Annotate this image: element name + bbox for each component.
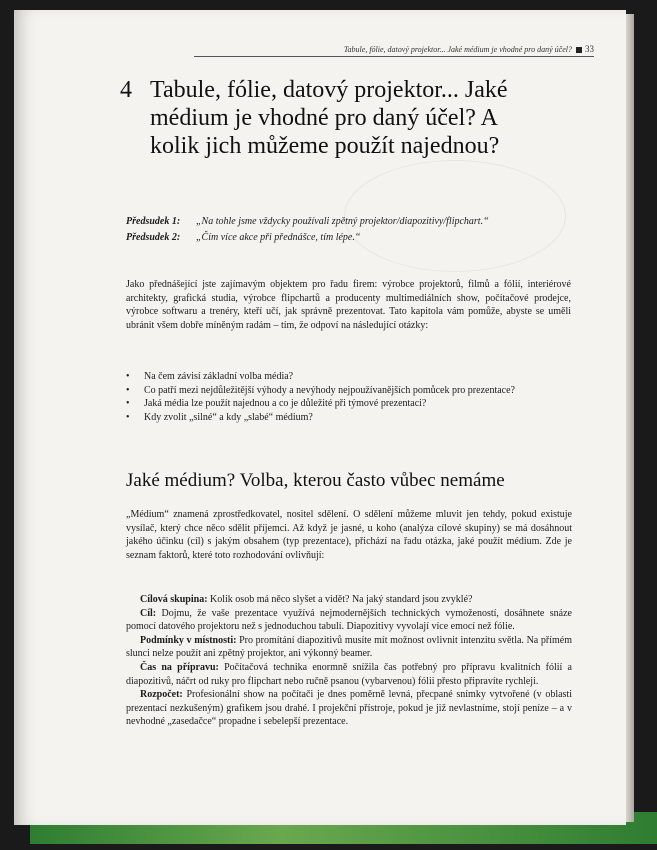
factor-label: Podmínky v místnosti:: [140, 634, 237, 646]
factor-label: Cílová skupina:: [140, 594, 208, 605]
page-edge: [626, 14, 634, 822]
factor-label: Čas na přípravu:: [140, 661, 219, 673]
factor-label: Cíl:: [140, 607, 157, 619]
square-icon: [576, 47, 582, 53]
chapter-heading: [120, 76, 550, 160]
factor-text: Pro promítání diapozitivů musíte mít možnost ovlivnit intenzitu světla. Na přímém slunci nelze použít ani zpětný projektor, ani výkonný beamer.: [126, 634, 572, 660]
factor-text: Kolik osob má něco slyšet a vidět? Na jaký standard jsou zvyklé?: [207, 594, 473, 605]
factor-text: Dojmu, že vaše prezentace využívá nejmodernějších technických vymožeností, dosáhnete snáze pomocí datového projektoru než s jednoduchou tabulí. Diapozitivy vyvolají více emocí než fólie.: [126, 607, 572, 633]
chapter-title: Tabule, fólie, datový projektor... Jaké médium je vhodné pro daný účel? A kolik jich můžeme použít najednou?: [150, 77, 508, 159]
book-page: [14, 10, 626, 825]
prejudice-2: [126, 232, 586, 243]
factor-list: [126, 593, 572, 729]
list-item: • Co patří mezi nejdůležitější výhody a nevýhody nejpoužívanějších pomůcek pro prezentace?: [126, 384, 566, 398]
factor-item: [126, 634, 572, 661]
list-item: • Na čem závisí základní volba média?: [126, 370, 566, 384]
section-paragraph: „Médium“ znamená zprostředkovatel, nositel sdělení. O sdělení můžeme mluvit jen tehdy, pokud existuje vysílač, který chce něco sdělit příjemci. Až když je jasné, u koho (analýza cílové skupiny) se má dosáhnout jakého účinku (cíl) s jakým obsahem (typ prezentace), přichází na řadu otázka, jaké použít médium. Zde je seznam faktorů, které toto rozhodování ovlivňují:: [126, 509, 572, 561]
prejudice-text: „Na tohle jsme vždycky používali zpětný projektor/diapozitivy/flipchart.“: [196, 216, 489, 227]
factor-label: Rozpočet:: [140, 689, 183, 701]
running-head: [194, 44, 594, 57]
chapter-number: 4: [120, 77, 132, 103]
factor-item: [126, 607, 572, 634]
section-heading: Jaké médium? Volba, kterou často vůbec nemáme: [126, 470, 505, 491]
prejudice-label: Předsudek 2:: [126, 232, 181, 243]
factor-text: Počítačová technika enormně snížila čas potřebný pro přípravu kvalitních fólií a diapozitivů, náčrt od ruky pro flipchart nebo ručně psanou (vybarvenou) fólii přesto připravíte rychleji.: [126, 661, 572, 687]
running-head-text: Tabule, fólie, datový projektor... Jaké médium je vhodné pro daný účel?: [343, 45, 572, 54]
list-item: • Kdy zvolit „silné“ a kdy „slabé“ médium?: [126, 411, 566, 425]
page-number: 33: [585, 44, 594, 54]
list-item: • Jaká média lze použít najednou a co je důležité při týmové prezentaci?: [126, 397, 566, 411]
prejudice-text: „Čím více akce při přednášce, tím lépe.“: [196, 232, 361, 243]
prejudice-label: Předsudek 1:: [126, 216, 181, 227]
question-list: [126, 370, 566, 424]
factor-item: [126, 661, 572, 688]
factor-item: [126, 593, 572, 607]
prejudice-1: [126, 216, 586, 227]
intro-paragraph: Jako přednášející jste zajímavým objektem pro řadu firem: výrobce projektorů, filmů a fólií, interiérové architekty, grafická studia, výrobce flipchartů a producenty multimediálních show, počítačové prodejce, výrobce softwaru a trenéry, kteří učí, jak správně prezentovat. Tato kapitola vám pomůže, abyste se uměli ubránit všem dobře míněným radám – tím, že odpoví na následující otázky:: [126, 279, 571, 331]
factor-text: Profesionální show na počítači je dnes poměrně levná, přecpané snímky vytvořené (v oblasti prezentací nezkušeným) grafikem jsou drahé. I projekční přístroje, pokud je již nevlastníme, stojí peníze – a v nevhodné „zasedačce“ propadne i sebelepší prezentace.: [126, 689, 572, 728]
factor-item: [126, 688, 572, 729]
